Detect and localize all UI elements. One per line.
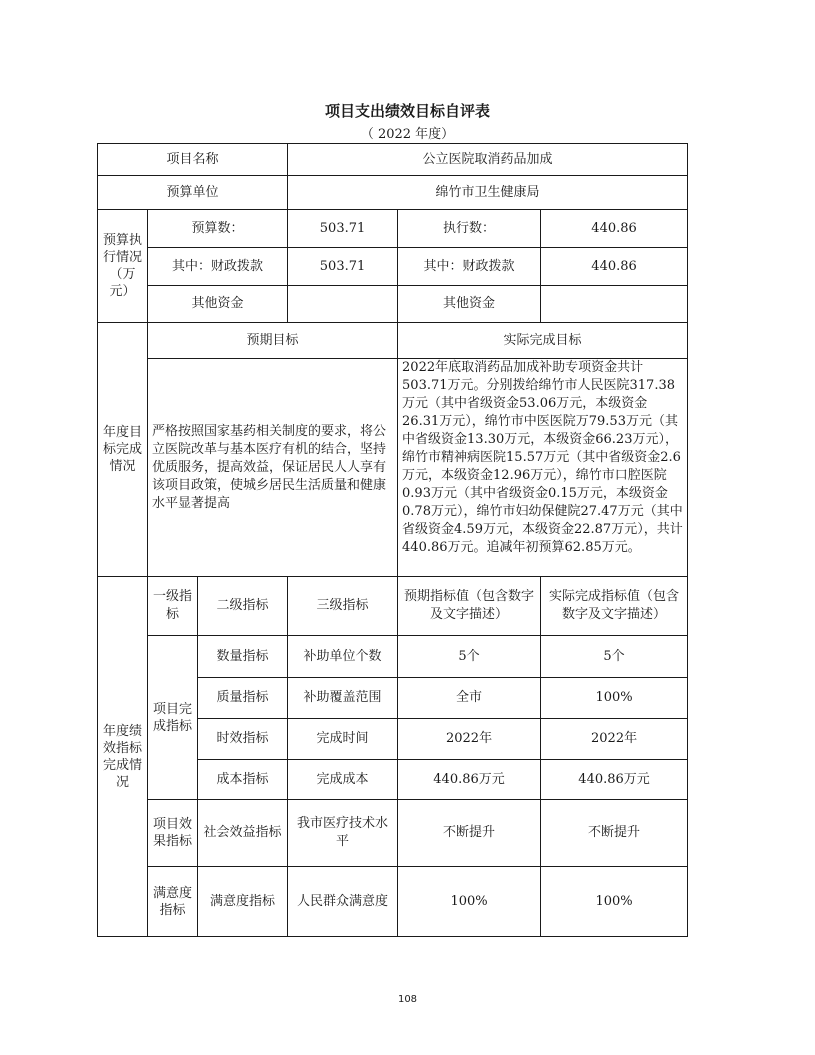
row-l2: 数量指标 — [198, 636, 288, 678]
table-row — [98, 176, 688, 210]
row-expected: 5个 — [398, 636, 541, 678]
row-l3: 完成时间 — [288, 719, 398, 760]
row-expected: 100% — [398, 867, 541, 937]
row-expected: 全市 — [398, 678, 541, 719]
other-executed-value — [541, 286, 688, 323]
project-name-value: 公立医院取消药品加成 — [288, 144, 688, 176]
row-actual: 5个 — [541, 636, 688, 678]
row-l3: 完成成本 — [288, 760, 398, 800]
table-row — [98, 867, 688, 937]
table-row — [98, 577, 688, 636]
executed-label: 执行数： — [398, 210, 541, 248]
row-l3: 补助单位个数 — [288, 636, 398, 678]
fiscal-budget-label: 其中：财政拨款 — [148, 248, 288, 286]
group-effect-label: 项目效果指标 — [148, 800, 198, 867]
budget-label: 预算数： — [148, 210, 288, 248]
expected-goal-text: 严格按照国家基药相关制度的要求，将公立医院改革与基本医疗有机的结合，坚持优质服务，提高效益，保证居民人人享有该项目政策，使城乡居民生活质量和健康水平显著提高 — [148, 359, 398, 577]
row-expected: 不断提升 — [398, 800, 541, 867]
unit-label: 预算单位 — [98, 176, 288, 210]
other-budget-value — [288, 286, 398, 323]
header-level2: 二级指标 — [198, 577, 288, 636]
annual-goal-section-label: 年度目标完成情况 — [98, 323, 148, 577]
row-expected: 440.86万元 — [398, 760, 541, 800]
row-l2: 社会效益指标 — [198, 800, 288, 867]
executed-value: 440.86 — [541, 210, 688, 248]
other-budget-label: 其他资金 — [148, 286, 288, 323]
table-row — [98, 144, 688, 176]
row-actual: 440.86万元 — [541, 760, 688, 800]
performance-section-label: 年度绩效指标完成情况 — [98, 577, 148, 937]
row-expected: 2022年 — [398, 719, 541, 760]
fiscal-executed-label: 其中：财政拨款 — [398, 248, 541, 286]
fiscal-budget-value: 503.71 — [288, 248, 398, 286]
table-row — [98, 800, 688, 867]
header-actual: 实际完成指标值（包含数字及文字描述） — [541, 577, 688, 636]
row-actual: 不断提升 — [541, 800, 688, 867]
actual-goal-text: 2022年底取消药品加成补助专项资金共计503.71万元。分别拨给绵竹市人民医院317.38万元（其中省级资金53.06万元，本级资金26.31万元），绵竹市中医医院万79.53万元（其中省级资金13.30万元，本级资金66.23万元），绵竹市精神病医院15.57万元（其中省级资金2.6万元，本级资金12.96万元），绵竹市口腔医院0.93万元（其中省级资金0.15万元，本级资金0.78万元），绵竹市妇幼保健院27.47万元（其中省级资金4.59万元，本级资金22.87万元），共计440.86万元。追减年初预算62.85万元。 — [398, 359, 688, 577]
other-executed-label: 其他资金 — [398, 286, 541, 323]
table-row — [98, 323, 688, 359]
budget-value: 503.71 — [288, 210, 398, 248]
row-actual: 2022年 — [541, 719, 688, 760]
actual-goal-header: 实际完成目标 — [398, 323, 688, 359]
row-actual: 100% — [541, 678, 688, 719]
project-name-label: 项目名称 — [98, 144, 288, 176]
row-actual: 100% — [541, 867, 688, 937]
performance-table — [97, 143, 688, 937]
row-l3: 人民群众满意度 — [288, 867, 398, 937]
page-number: 108 — [397, 994, 418, 1005]
row-l3: 补助覆盖范围 — [288, 678, 398, 719]
group-satisfaction-label: 满意度指标 — [148, 867, 198, 937]
unit-value: 绵竹市卫生健康局 — [288, 176, 688, 210]
budget-section-label: 预算执行情况（万元） — [98, 210, 148, 323]
row-l2: 成本指标 — [198, 760, 288, 800]
row-l2: 满意度指标 — [198, 867, 288, 937]
expected-goal-header: 预期目标 — [148, 323, 398, 359]
table-row — [98, 359, 688, 577]
table-row — [98, 248, 688, 286]
table-row — [98, 210, 688, 248]
table-row — [98, 286, 688, 323]
table-row — [98, 636, 688, 678]
row-l2: 质量指标 — [198, 678, 288, 719]
header-level1: 一级指标 — [148, 577, 198, 636]
row-l3: 我市医疗技术水平 — [288, 800, 398, 867]
row-l2: 时效指标 — [198, 719, 288, 760]
group-output-label: 项目完成指标 — [148, 636, 198, 800]
page-title: 项目支出绩效目标自评表 — [324, 102, 490, 120]
report-year: （ 2022 年度） — [360, 127, 455, 142]
header-level3: 三级指标 — [288, 577, 398, 636]
header-expected: 预期指标值（包含数字及文字描述） — [398, 577, 541, 636]
fiscal-executed-value: 440.86 — [541, 248, 688, 286]
